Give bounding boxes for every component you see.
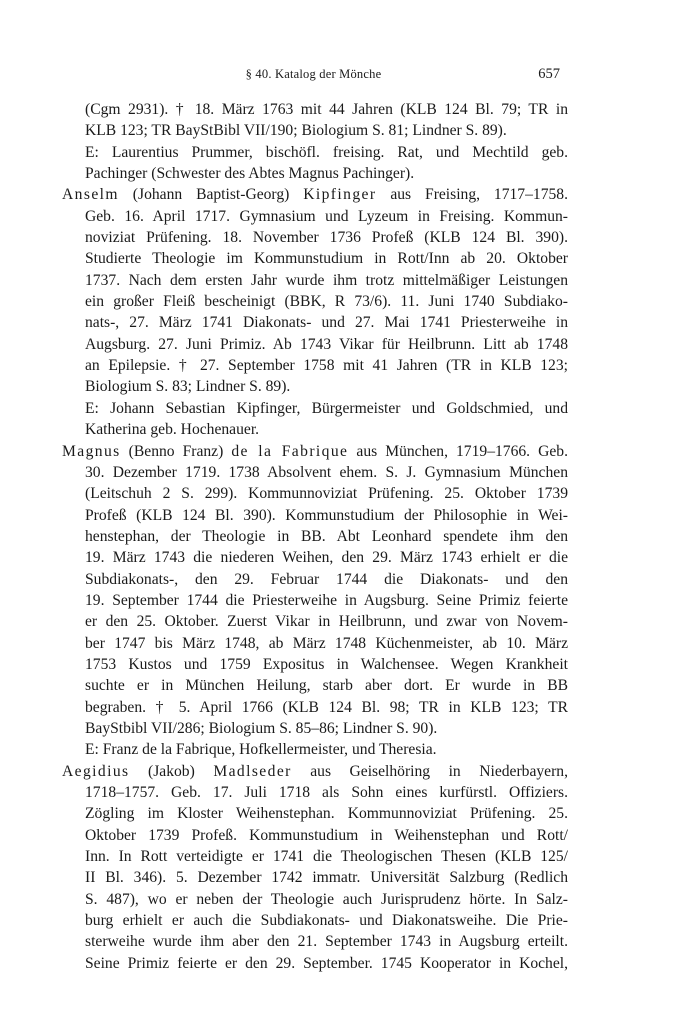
- baptismal-name: (Benno Franz): [120, 442, 232, 460]
- baptismal-name: (Jakob): [129, 762, 214, 780]
- text-line: burg erhielt er auch die Subdiakonats- und Diakonatsweihe. Die Prie-: [85, 912, 568, 930]
- text-line: E: Franz de la Fabrique, Hofkellermeister, und Theresia.: [85, 741, 437, 759]
- monk-surname: Kipfinger: [303, 186, 377, 204]
- running-title: § 40. Katalog der Mönche: [245, 67, 382, 81]
- catalog-entry: [62, 441, 568, 761]
- running-header: [0, 64, 700, 84]
- text-line: (Cgm 2931). † 18. März 1763 mit 44 Jahren (KLB 124 Bl. 79; TR in: [85, 101, 568, 118]
- text-line: 30. Dezember 1719. 1738 Absolvent ehem. S. J. Gymnasium München: [85, 463, 568, 481]
- catalog-text: [62, 99, 568, 974]
- text-line: S. 487), wo er neben der Theologie auch Jurisprudenz hörte. In Salz-: [85, 890, 568, 908]
- entry-heading-line: [62, 184, 568, 205]
- entry-heading-line: [62, 761, 568, 782]
- origin-and-dates: aus Freising, 1717–1758.: [376, 186, 568, 204]
- catalog-entry: [62, 761, 568, 974]
- text-line: Subdiakonats-, den 29. Februar 1744 die Diakonats- und den: [85, 570, 568, 588]
- text-line: 19. September 1744 die Priesterweihe in Augsburg. Seine Primiz feierte: [85, 591, 568, 609]
- text-line: Augsburg. 27. Juni Primiz. Ab 1743 Vikar für Heilbrunn. Litt ab 1748: [85, 335, 568, 353]
- text-line: BayStbibl VII/286; Biologium S. 85–86; Lindner S. 90).: [85, 719, 438, 737]
- text-line: er den 25. Oktober. Zuerst Vikar in Heilbrunn, und zwar von Novem-: [85, 613, 568, 631]
- text-line: Profeß (KLB 124 Bl. 390). Kommunstudium der Philosophie in Wei-: [85, 506, 568, 524]
- monk-name: Anselm: [62, 186, 119, 204]
- monk-name: Aegidius: [62, 762, 130, 780]
- text-line: Studierte Theologie im Kommunstudium in Rott/Inn ab 20. Oktober: [85, 250, 568, 268]
- text-line: Oktober 1739 Profeß. Kommunstudium in Weihenstephan und Rott/: [85, 826, 568, 844]
- text-line: 1737. Nach dem ersten Jahr wurde ihm trotz mittelmäßiger Leistungen: [85, 271, 568, 289]
- text-line: begraben. † 5. April 1766 (KLB 124 Bl. 98; TR in KLB 123; TR: [85, 698, 568, 716]
- text-line: Biologium S. 83; Lindner S. 89).: [85, 378, 291, 396]
- text-line: henstephan, der Theologie in BB. Abt Leonhard spendete ihm den: [85, 527, 568, 545]
- text-line: Pachinger (Schwester des Abtes Magnus Pachinger).: [85, 165, 415, 183]
- text-line: II Bl. 346). 5. Dezember 1742 immatr. Universität Salzburg (Redlich: [85, 869, 568, 887]
- text-line: Katherina geb. Hochenauer.: [85, 421, 260, 439]
- text-line: noviziat Prüfening. 18. November 1736 Profeß (KLB 124 Bl. 390).: [85, 229, 568, 247]
- text-line: E: Laurentius Prummer, bischöfl. freising. Rat, und Mechtild geb.: [85, 143, 568, 161]
- monk-name: Magnus: [62, 442, 121, 460]
- text-line: Seine Primiz feierte er den 29. September. 1745 Kooperator in Kochel,: [85, 954, 568, 972]
- catalog-entry: [62, 184, 568, 440]
- origin-and-dates: aus München, 1719–1766. Geb.: [348, 442, 568, 460]
- text-line: Inn. In Rott verteidigte er 1741 die Theologischen Thesen (KLB 125/: [85, 848, 568, 866]
- text-line: KLB 123; TR BayStBibl VII/190; Biologium S. 81; Lindner S. 89).: [85, 122, 507, 140]
- text-line: 19. März 1743 die niederen Weihen, den 29. März 1743 erhielt er die: [85, 549, 568, 567]
- entry-heading-line: [62, 441, 568, 462]
- text-line: 1718–1757. Geb. 17. Juli 1718 als Sohn eines kurfürstl. Offiziers.: [85, 784, 568, 801]
- text-line: sterweihe wurde ihm aber den 21. September 1743 in Augsburg erteilt.: [85, 933, 568, 951]
- text-line: ber 1747 bis März 1748, ab März 1748 Küchenmeister, ab 10. März: [85, 634, 568, 652]
- text-line: (Leitschuh 2 S. 299). Kommunnoviziat Prüfening. 25. Oktober 1739: [85, 485, 568, 503]
- text-line: E: Johann Sebastian Kipfinger, Bürgermeister und Goldschmied, und: [85, 399, 568, 417]
- page-number: 657: [538, 66, 560, 82]
- text-line: suchte er in München Heilung, starb aber dort. Er wurde in BB: [85, 677, 568, 695]
- origin-and-dates: aus Geiselhöring in Niederbayern,: [291, 762, 568, 780]
- monk-surname: de la Fabrique: [231, 442, 349, 460]
- catalog-entry: [62, 99, 568, 184]
- text-line: Zögling im Kloster Weihenstephan. Kommunnoviziat Prüfening. 25.: [85, 805, 568, 823]
- baptismal-name: (Johann Baptist-Georg): [118, 186, 304, 204]
- text-line: Geb. 16. April 1717. Gymnasium und Lyzeum in Freising. Kommun-: [85, 207, 568, 225]
- monk-surname: Madlseder: [213, 762, 292, 780]
- text-line: nats-, 27. März 1741 Diakonats- und 27. Mai 1741 Priesterweihe in: [85, 314, 568, 332]
- text-line: ein großer Fleiß bescheinigt (BBK, R 73/6). 11. Juni 1740 Subdiako-: [85, 293, 568, 311]
- text-line: 1753 Kustos und 1759 Expositus in Walchensee. Wegen Krankheit: [85, 655, 568, 673]
- text-line: an Epilepsie. † 27. September 1758 mit 41 Jahren (TR in KLB 123;: [85, 357, 568, 375]
